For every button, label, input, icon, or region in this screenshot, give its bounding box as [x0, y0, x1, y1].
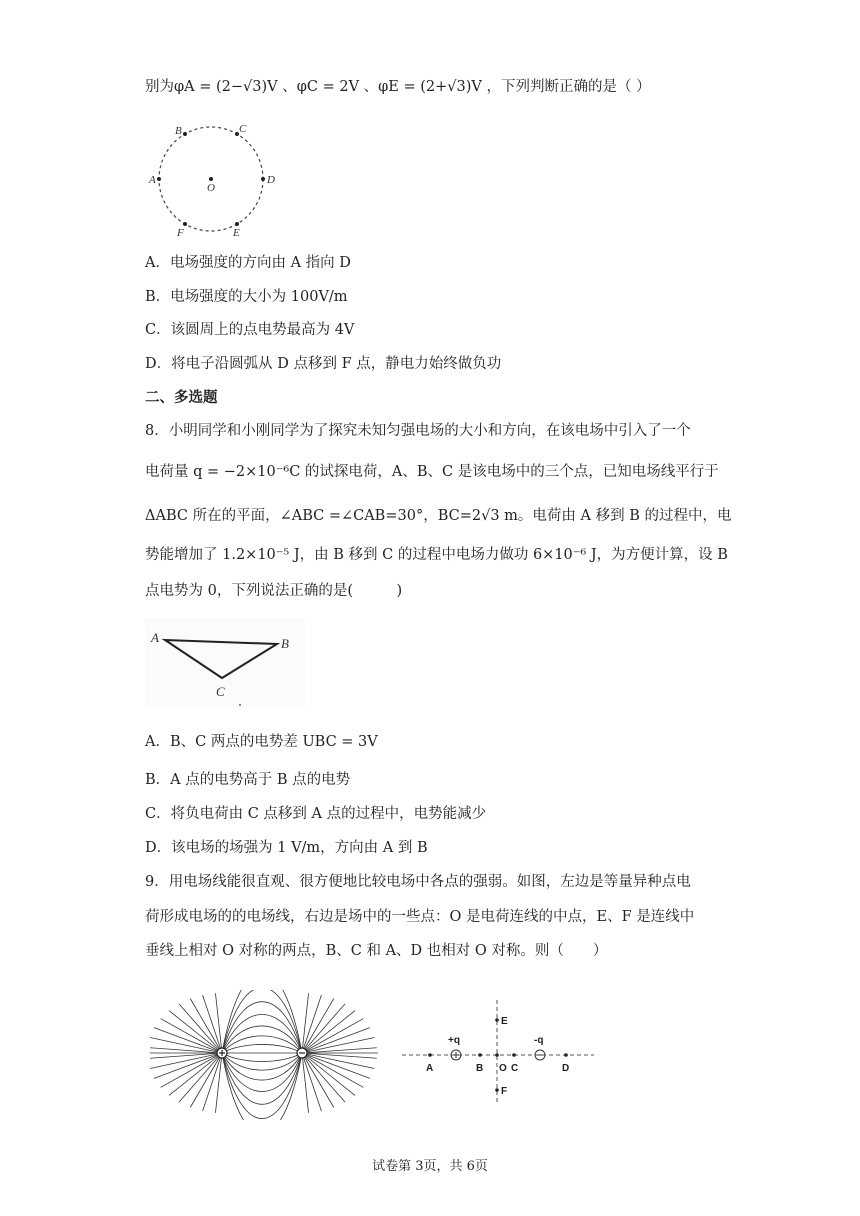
- q7-option-c: C．该圆周上的点电势最高为 4V: [145, 322, 355, 338]
- field-line: [169, 1053, 222, 1095]
- field-line: [222, 1053, 302, 1080]
- point-label-B: B: [476, 1063, 484, 1074]
- q8-stem-line-4: 势能增加了 1.2×10⁻⁵ J，由 B 移到 C 的过程中电场力做功 6×10⁻⁶ J，为方便计算，设 B: [145, 547, 728, 563]
- point-label-D: D: [562, 1063, 570, 1074]
- point-label-A: A: [149, 174, 156, 186]
- field-line: [222, 1002, 302, 1053]
- q8-stem-line-5: 点电势为 0，下列说法正确的是( ): [145, 583, 403, 599]
- q9-points-figure: [398, 996, 598, 1108]
- point-label-E: E: [233, 227, 240, 238]
- q7-option-a: A．电场强度的方向由 A 指向 D: [145, 255, 351, 271]
- field-line: [169, 1011, 222, 1053]
- point-label-C: C: [216, 684, 225, 699]
- field-line: [222, 1015, 302, 1053]
- point-label-B: B: [175, 125, 182, 137]
- point-label-C: C: [239, 123, 247, 135]
- q7-option-d: D．将电子沿圆弧从 D 点移到 F 点，静电力始终做负功: [145, 356, 502, 372]
- field-line: [222, 990, 302, 1053]
- point-label-B: B: [281, 636, 289, 651]
- page-footer: 试卷第 3页，共 6页: [372, 1159, 488, 1174]
- field-line: [222, 1053, 302, 1091]
- point-label-F: F: [177, 227, 184, 238]
- section-heading-multi-choice: 二、多选题: [145, 390, 218, 406]
- charge-label-positive: +q: [448, 1035, 460, 1046]
- point-label-E: E: [501, 1016, 508, 1027]
- q7-stem-line: 别为φA = (2−√3)V 、φC = 2V 、φE = (2+√3)V ，下列判断正确的是（ ）: [145, 79, 651, 95]
- field-line: [222, 990, 302, 1053]
- point-label-D: D: [267, 174, 275, 186]
- field-line: [302, 1004, 345, 1053]
- field-line: [302, 1053, 345, 1102]
- point-label-A: A: [426, 1063, 434, 1074]
- point-label-O: O: [207, 182, 215, 194]
- field-line: [161, 1019, 222, 1053]
- point-label-O: O: [499, 1063, 507, 1074]
- q9-field-lines-figure: [150, 990, 390, 1120]
- field-line: [179, 1053, 222, 1102]
- field-line: [161, 1053, 222, 1087]
- q8-stem-line-2: 电荷量 q = −2×10⁻⁶C 的试探电荷，A、B、C 是该电场中的三个点，已知电场线平行于: [145, 464, 719, 480]
- point-label-A: A: [151, 630, 159, 645]
- q8-option-c: C．将负电荷由 C 点移到 A 点的过程中，电势能减少: [145, 806, 487, 822]
- q7-option-b: B．电场强度的大小为 100V/m: [145, 289, 348, 305]
- field-line: [302, 1019, 363, 1053]
- q8-stem-line-1: 8．小明同学和小刚同学为了探究未知匀强电场的大小和方向，在该电场中引入了一个: [145, 423, 691, 439]
- field-line: [302, 1053, 355, 1095]
- point-label-C: C: [511, 1063, 519, 1074]
- q8-option-b: B．A 点的电势高于 B 点的电势: [145, 772, 351, 788]
- q7-circle-figure: [145, 120, 275, 238]
- field-line: [222, 1053, 302, 1062]
- q9-stem-line-2: 荷形成电场的的电场线，右边是场中的一些点：O 是电荷连线的中点，E、F 是连线中: [145, 909, 695, 925]
- q8-option-a: A．B、C 两点的电势差 UBC = 3V: [145, 734, 378, 750]
- q9-stem-line-1: 9．用电场线能很直观、很方便地比较电场中各点的强弱。如图，左边是等量异种点电: [145, 874, 691, 890]
- charge-label-negative: -q: [534, 1035, 544, 1046]
- q9-stem-line-3: 垂线上相对 O 对称的两点，B、C 和 A、D 也相对 O 对称。则（ ）: [145, 943, 608, 959]
- q8-triangle-figure: [145, 618, 305, 708]
- field-line: [302, 1053, 363, 1087]
- field-line: [179, 1004, 222, 1053]
- point-label-F: F: [501, 1086, 508, 1097]
- q8-stem-line-3: ΔABC 所在的平面，∠ABC =∠CAB=30°，BC=2√3 m。电荷由 A 移到 B 的过程中，电: [145, 508, 732, 524]
- q8-option-d: D．该电场的场强为 1 V/m，方向由 A 到 B: [145, 840, 428, 856]
- field-line: [302, 1011, 355, 1053]
- field-line: [222, 1026, 302, 1053]
- field-line: [222, 1044, 302, 1053]
- field-line: [222, 1053, 302, 1104]
